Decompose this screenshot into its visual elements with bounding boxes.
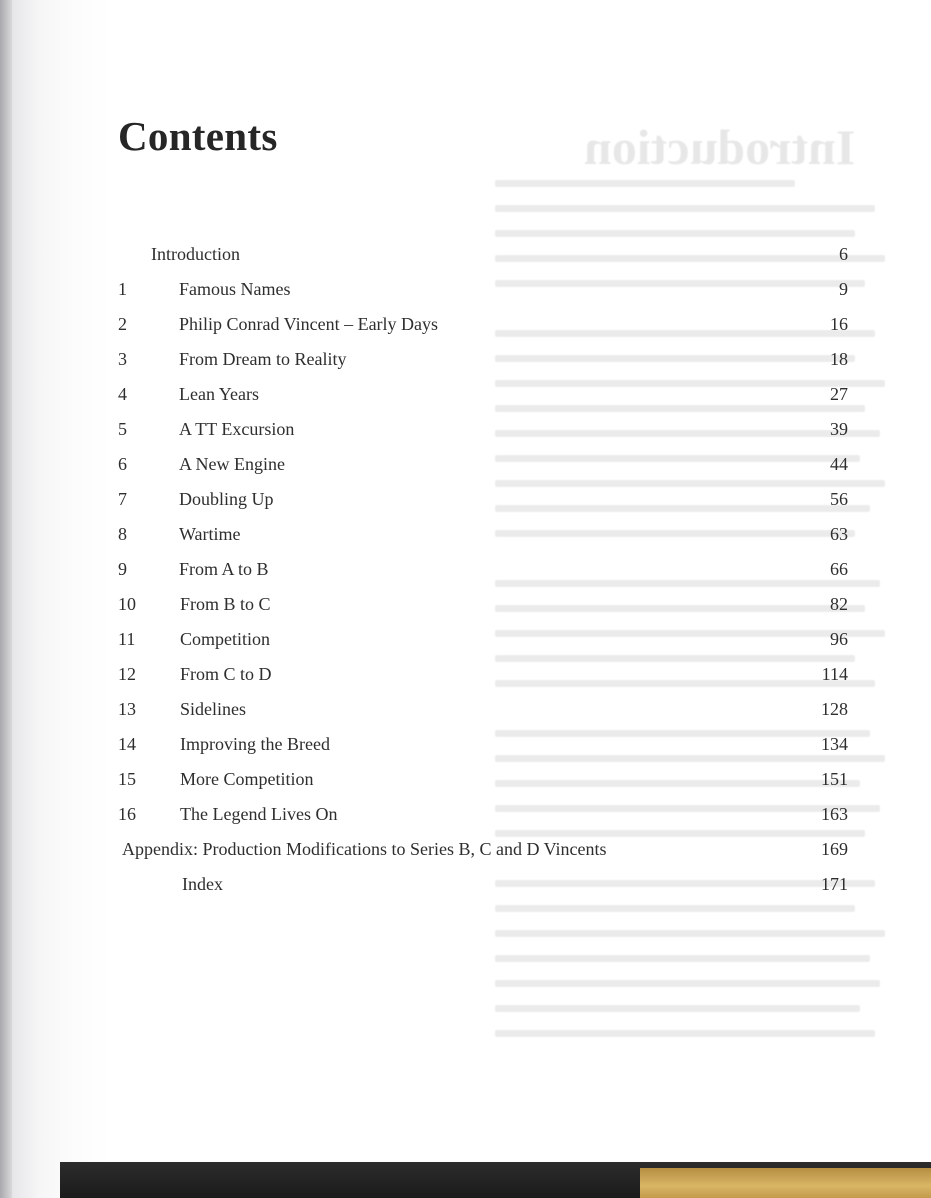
page-number: 56 [830,489,848,509]
toc-entry [0,524,931,554]
chapter-title: Index [182,874,223,894]
toc-entry [0,559,931,589]
page-number: 169 [821,839,848,859]
toc-entry-index [0,874,931,904]
chapter-number: 12 [118,664,136,684]
book-cover-gold-strip [640,1168,931,1198]
chapter-number: 9 [118,559,127,579]
page-number: 44 [830,454,848,474]
chapter-number: 5 [118,419,127,439]
chapter-number: 1 [118,279,127,299]
toc-entry [0,594,931,624]
toc-entry [0,384,931,414]
chapter-number: 16 [118,804,136,824]
toc-entry [0,769,931,799]
page-number: 18 [830,349,848,369]
chapter-number: 7 [118,489,127,509]
chapter-number: 3 [118,349,127,369]
chapter-title: Competition [180,629,270,649]
page-number: 6 [839,244,848,264]
page-number: 39 [830,419,848,439]
page-number: 27 [830,384,848,404]
chapter-title: From Dream to Reality [179,349,347,369]
chapter-title: Wartime [179,524,241,544]
chapter-title: Famous Names [179,279,291,299]
chapter-title: The Legend Lives On [180,804,338,824]
toc-entry [0,489,931,519]
chapter-title: Improving the Breed [180,734,330,754]
page-number: 114 [821,664,848,684]
chapter-number: 10 [118,594,136,614]
chapter-title: More Competition [180,769,314,789]
page-number: 82 [830,594,848,614]
page-number: 151 [821,769,848,789]
chapter-number: 13 [118,699,136,719]
chapter-number: 8 [118,524,127,544]
page-number: 16 [830,314,848,334]
chapter-number: 4 [118,384,127,404]
chapter-title: From C to D [180,664,272,684]
toc-entry [0,699,931,729]
chapter-title: Sidelines [180,699,246,719]
chapter-number: 14 [118,734,136,754]
page-number: 66 [830,559,848,579]
chapter-title: Appendix: Production Modifications to Series B, C and D Vincents [122,839,607,859]
page-number: 171 [821,874,848,894]
chapter-title: Lean Years [179,384,259,404]
toc-entry [0,314,931,344]
toc-entry-appendix [0,839,931,869]
page-number: 128 [821,699,848,719]
chapter-title: From B to C [180,594,271,614]
chapter-title: A TT Excursion [179,419,295,439]
chapter-title: Doubling Up [179,489,274,509]
toc-entry [0,279,931,309]
chapter-number: 6 [118,454,127,474]
page-number: 9 [839,279,848,299]
toc-entry [0,734,931,764]
page-number: 63 [830,524,848,544]
chapter-title: A New Engine [179,454,285,474]
page-number: 96 [830,629,848,649]
chapter-title: Philip Conrad Vincent – Early Days [179,314,439,334]
toc-entry [0,419,931,449]
toc-entry [0,454,931,484]
chapter-number: 15 [118,769,136,789]
page-number: 134 [821,734,848,754]
toc-entry [0,629,931,659]
chapter-title: Introduction [151,244,240,264]
page-title: Contents [118,113,278,159]
show-through-heading: Introduction [583,119,855,175]
toc-entry [0,804,931,834]
toc-entry [0,664,931,694]
toc-entry-introduction [0,244,931,274]
toc-entry [0,349,931,379]
page-number: 163 [821,804,848,824]
chapter-title: From A to B [179,559,269,579]
chapter-number: 2 [118,314,127,334]
chapter-number: 11 [118,629,136,649]
